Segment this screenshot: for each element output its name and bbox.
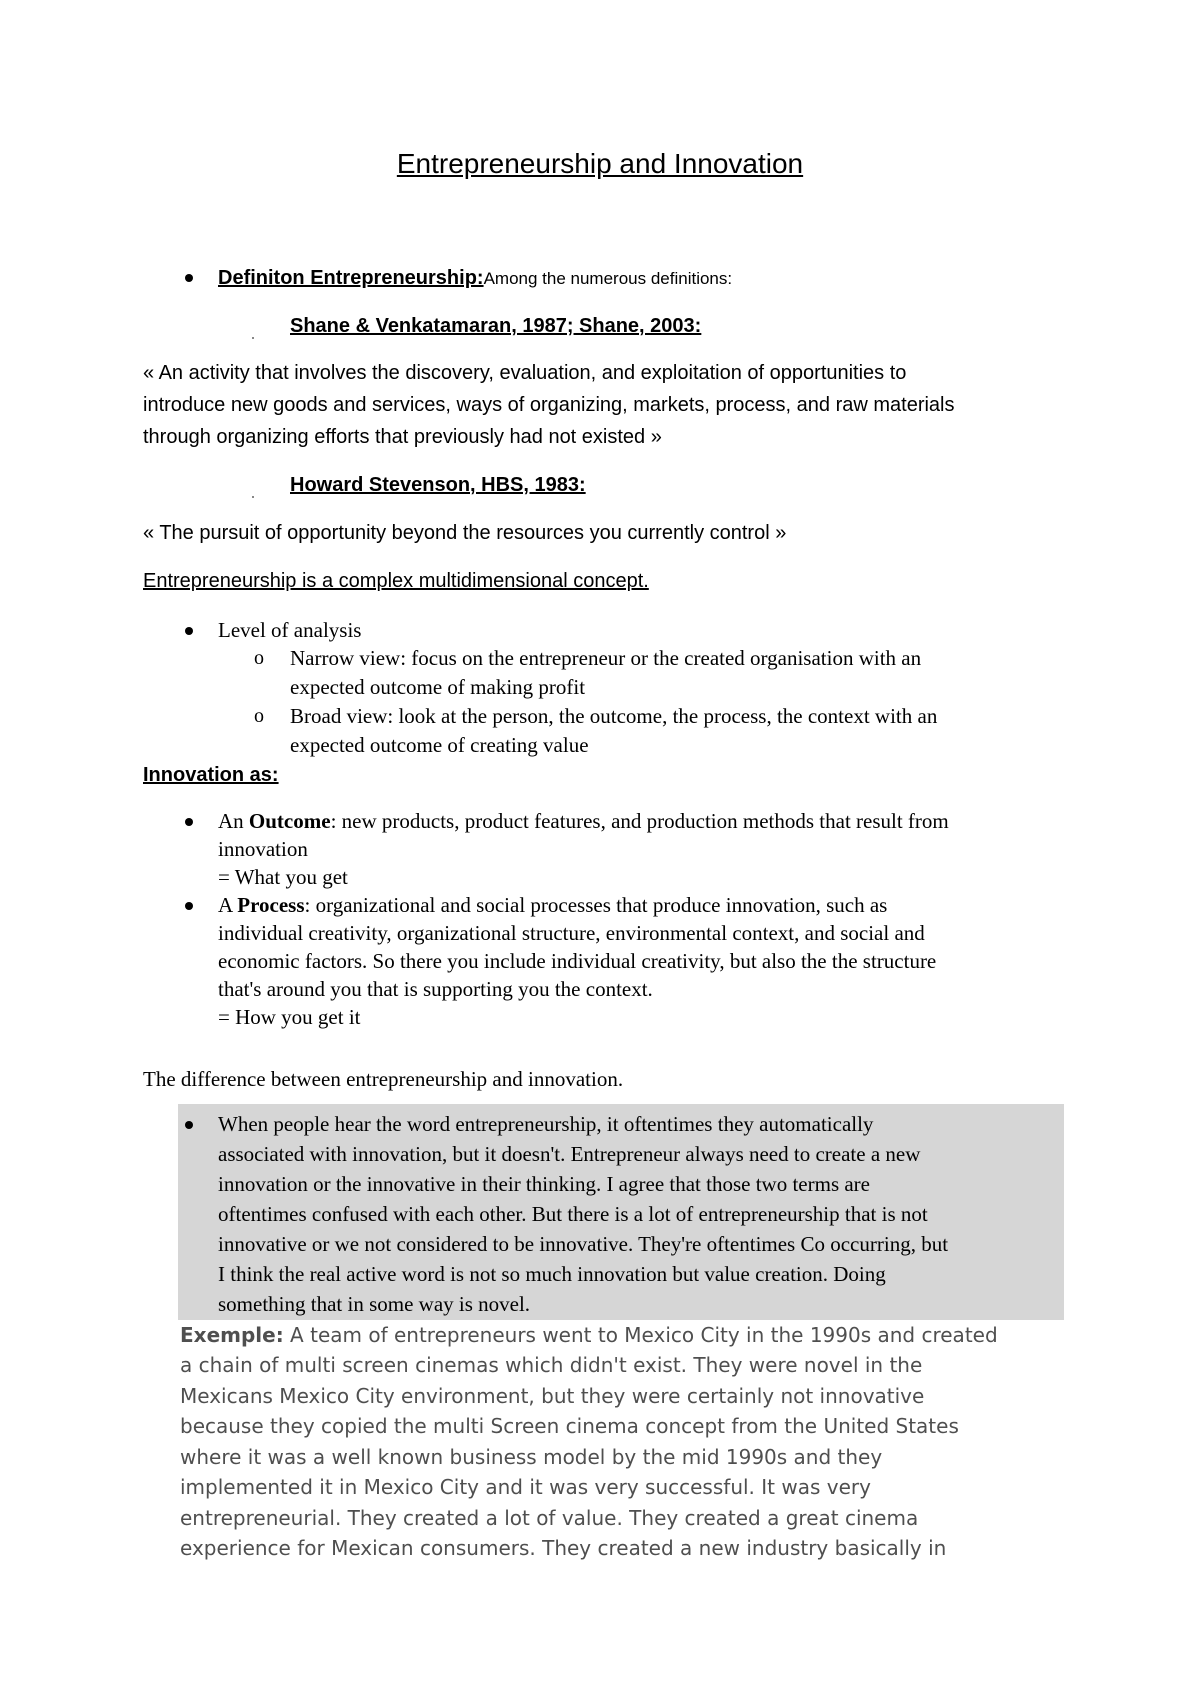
broad-view-line: expected outcome of creating value bbox=[290, 733, 589, 757]
example-line bbox=[180, 1320, 998, 1351]
citation-stevenson: Howard Stevenson, HBS, 1983: bbox=[290, 474, 586, 496]
process-line: individual creativity, organizational structure, environmental context, and social and bbox=[218, 921, 925, 945]
difference-line: innovation or the innovative in their thinking. I agree that those two terms are bbox=[218, 1172, 870, 1196]
example-line: because they copied the multi Screen cinema concept from the United States bbox=[180, 1414, 959, 1438]
difference-line: associated with innovation, but it doesn't. Entrepreneur always need to create a new bbox=[218, 1142, 921, 1166]
difference-line: innovative or we not considered to be innovative. They're oftentimes Co occurring, but bbox=[218, 1232, 949, 1256]
page-title: Entrepreneurship and Innovation bbox=[396, 148, 804, 179]
sub-bullet-marker: o bbox=[254, 705, 264, 727]
definition-heading: Definiton Entrepreneurship: bbox=[218, 267, 484, 289]
process-line: economic factors. So there you include individual creativity, but also the the structure bbox=[218, 949, 937, 973]
difference-line: oftentimes confused with each other. But there is a lot of entrepreneurship that is not bbox=[218, 1202, 928, 1226]
outcome-line: innovation bbox=[218, 837, 308, 861]
sub-bullet-marker: o bbox=[254, 647, 264, 669]
level-of-analysis: Level of analysis bbox=[218, 618, 362, 642]
bullet-dot bbox=[185, 627, 193, 635]
definition-heading-line bbox=[218, 262, 732, 295]
example-label: Exemple: bbox=[180, 1323, 284, 1347]
quote-shane-line: through organizing efforts that previously had not existed » bbox=[143, 426, 662, 448]
example-line: a chain of multi screen cinemas which didn't exist. They were novel in the bbox=[180, 1353, 923, 1377]
difference-line: something that in some way is novel. bbox=[218, 1292, 531, 1316]
narrow-view-line: expected outcome of making profit bbox=[290, 675, 586, 699]
outcome-line bbox=[218, 807, 949, 835]
process-prefix: A bbox=[218, 893, 238, 917]
example-line: experience for Mexican consumers. They created a new industry basically in bbox=[180, 1536, 947, 1560]
bullet-dot bbox=[185, 902, 193, 910]
example-line: where it was a well known business model by the mid 1990s and they bbox=[180, 1445, 883, 1469]
difference-line: When people hear the word entrepreneurship, it oftentimes they automatically bbox=[218, 1112, 874, 1136]
example-line: implemented it in Mexico City and it was very successful. It was very bbox=[180, 1475, 871, 1499]
outcome-term: Outcome bbox=[248, 809, 331, 833]
outcome-equals: = What you get bbox=[218, 865, 348, 889]
bullet-dot bbox=[185, 818, 193, 826]
outcome-text: : new products, product features, and production methods that result from bbox=[330, 809, 949, 833]
process-term: Process bbox=[237, 893, 305, 917]
citation-marker bbox=[252, 496, 254, 498]
bullet-dot bbox=[185, 274, 193, 282]
difference-heading: The difference between entrepreneurship and innovation. bbox=[143, 1067, 624, 1091]
process-text: : organizational and social processes that produce innovation, such as bbox=[304, 893, 888, 917]
quote-stevenson: « The pursuit of opportunity beyond the resources you currently control » bbox=[143, 522, 787, 544]
example-first-text: A team of entrepreneurs went to Mexico City in the 1990s and created bbox=[283, 1323, 998, 1347]
outcome-prefix: An bbox=[218, 809, 249, 833]
citation-shane: Shane & Venkatamaran, 1987; Shane, 2003: bbox=[290, 315, 702, 337]
quote-shane-line: introduce new goods and services, ways of organizing, markets, process, and raw materials bbox=[143, 394, 955, 416]
difference-line: I think the real active word is not so much innovation but value creation. Doing bbox=[218, 1262, 886, 1286]
broad-view-line: Broad view: look at the person, the outcome, the process, the context with an bbox=[290, 704, 938, 728]
quote-shane-line: « An activity that involves the discovery, evaluation, and exploitation of opportunities to bbox=[143, 362, 907, 384]
citation-marker bbox=[252, 337, 254, 339]
process-equals: = How you get it bbox=[218, 1005, 361, 1029]
innovation-heading: Innovation as: bbox=[143, 764, 279, 786]
narrow-view-line: Narrow view: focus on the entrepreneur or the created organisation with an bbox=[290, 646, 922, 670]
process-line: that's around you that is supporting you the context. bbox=[218, 977, 653, 1001]
complex-concept-heading: Entrepreneurship is a complex multidimensional concept. bbox=[143, 570, 649, 592]
bullet-dot bbox=[185, 1121, 193, 1129]
process-line bbox=[218, 891, 887, 919]
example-line: Mexicans Mexico City environment, but they were certainly not innovative bbox=[180, 1384, 925, 1408]
definition-subheading: Among the numerous definitions: bbox=[483, 269, 733, 288]
example-line: entrepreneurial. They created a lot of value. They created a great cinema bbox=[180, 1506, 919, 1530]
